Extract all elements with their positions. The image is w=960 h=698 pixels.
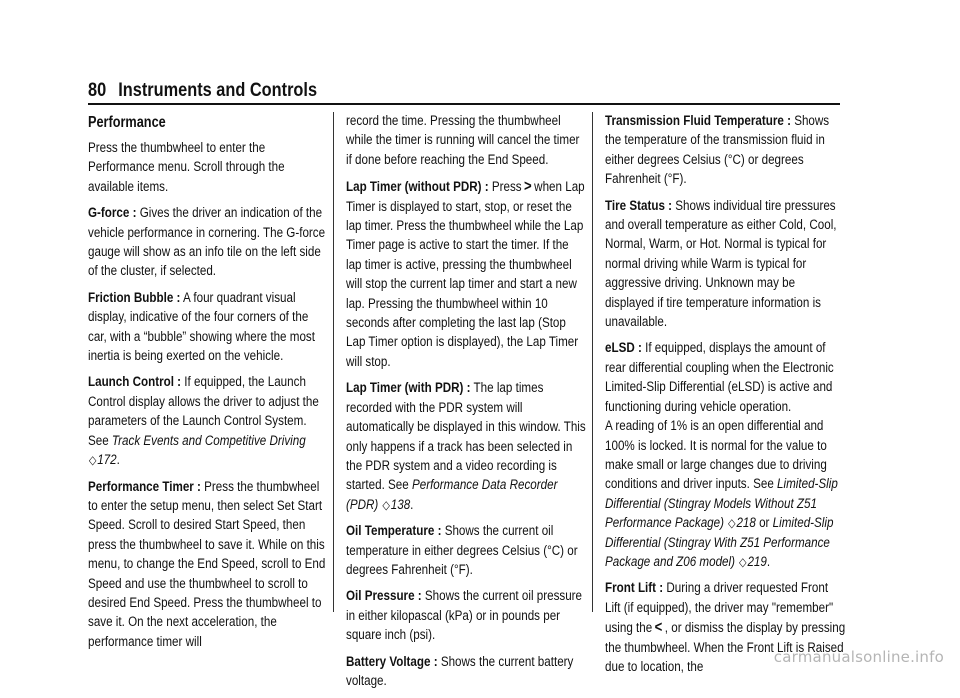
header-rule	[88, 103, 840, 105]
elsd-detail: A reading of 1% is an open differential and 100% is locked. It is normal for the value to make small or large changes due to driving conditions and driver inputs. See Limited-Slip Differential (Stingray Models Without Z51 Performance Package) ◇218 or Limited-Slip Differential (Stingray With Z51 Performance Package and Z06 model) ◇219.	[605, 418, 838, 570]
launch-control-entry: Launch Control : If equipped, the Launch Control display allows the driver to adjust the parameters of the Launch Control System. See Track Events and Competitive Driving ◇172.	[88, 374, 319, 469]
page-ref-icon: ◇	[382, 497, 390, 512]
column-divider	[592, 112, 593, 612]
column-3	[605, 112, 845, 684]
column-2	[346, 112, 586, 698]
page-ref-icon: ◇	[88, 453, 97, 468]
battery-voltage-entry: Battery Voltage : Shows the current battery voltage.	[346, 653, 574, 689]
watermark: carmanualsonline.info	[773, 648, 944, 666]
page-ref-icon: ◇	[728, 516, 736, 531]
page-ref-number[interactable]: 138	[390, 496, 411, 513]
oil-pressure-entry: Oil Pressure : Shows the current oil pressure in either kilopascal (kPa) or in pounds per square inch (psi).	[346, 588, 583, 644]
lsd-without-z51-link[interactable]: Limited-Slip Differential (Stingray Models Without Z51 Performance Package)	[605, 476, 838, 532]
lsd-with-z51-link[interactable]: Limited-Slip Differential (Stingray With Z51 Performance Package and Z06 model)	[605, 515, 834, 570]
friction-bubble-entry: Friction Bubble : A four quadrant visual display, indicative of the four corners of the car, with a “bubble” showing where the most inertia is being exerted on the vehicle.	[88, 289, 315, 365]
page-number: 80	[88, 80, 107, 101]
gforce-entry: G-force : Gives the driver an indication of the vehicle performance in cornering. The G-force gauge will show as an info tile on the left side of the cluster, if selected.	[88, 205, 326, 280]
page-ref-number[interactable]: 219	[747, 553, 767, 570]
section-title: Instruments and Controls	[118, 80, 318, 101]
column-divider	[333, 112, 334, 612]
transmission-temperature-entry: Transmission Fluid Temperature : Shows the temperature of the transmission fluid in either degrees Celsius (°C) or degrees Fahrenheit (°F).	[605, 113, 830, 188]
performance-heading: Performance	[88, 114, 166, 131]
tire-status-entry: Tire Status : Shows individual tire pressures and overall temperature as either Cold, Cool, Normal, Warm, or Hot. Normal is typical for normal driving while Warm is typical for aggressive driving. Unknown may be displayed if tire temperature information is unavailable.	[605, 197, 837, 331]
performance-intro: Press the thumbwheel to enter the Performance menu. Scroll through the available items.	[88, 140, 285, 195]
page-ref-number[interactable]: 172	[97, 452, 117, 469]
front-lift-entry: Front Lift : During a driver requested Front Lift (if equipped), the driver may "remember" using the < , or dismiss the display by pressing the thumbwheel. When the Front Lift is Raised due to location, the	[605, 580, 846, 675]
oil-temperature-entry: Oil Temperature : Shows the current oil temperature in either degrees Celsius (°C) or degrees Fahrenheit (°F).	[346, 523, 578, 578]
pdr-link[interactable]: Performance Data Recorder (PDR)	[346, 477, 558, 513]
performance-timer-continued: record the time. Pressing the thumbwheel while the timer is running will cancel the timer if done before reaching the End Speed.	[346, 113, 580, 168]
page-ref-icon: ◇	[739, 554, 747, 569]
chevron-left-icon: <	[654, 619, 663, 637]
lap-timer-no-pdr-entry: Lap Timer (without PDR) : Press > when Lap Timer is displayed to start, stop, or reset the lap timer. Press the thumbwheel while the Lap Timer page is active to start the timer. If the lap timer is active, pressing the thumbwheel will stop the current lap timer and start a new lap. Pressing the thumbwheel within 10 seconds after completing the last lap (Stop Lap Timer option is displayed), the Lap Timer will stop.	[346, 178, 585, 370]
page-ref-number[interactable]: 218	[736, 515, 756, 532]
chevron-right-icon: >	[524, 178, 532, 196]
column-1	[88, 112, 328, 659]
lap-timer-pdr-entry: Lap Timer (with PDR) : The lap times recorded with the PDR system will automatically be displayed in this window. This only happens if a track has been selected in the PDR system and a video recording is started. See Performance Data Recorder (PDR) ◇138.	[346, 380, 586, 513]
elsd-entry: eLSD : If equipped, displays the amount of rear differential coupling when the Electronic Limited-Slip Differential (eLSD) is active and functioning during vehicle operation.	[605, 340, 834, 415]
performance-timer-entry: Performance Timer : Press the thumbwheel to enter the setup menu, then select Set Start Speed. Scroll to desired Start Speed, then press the thumbwheel to save it. While on this menu, to change the End Speed, scroll to End Speed and use the thumbwheel to scroll to desired End Speed. Press the thumbwheel to save it. On the next acceleration, the performance timer will	[88, 478, 326, 650]
track-events-link[interactable]: Track Events and Competitive Driving	[111, 432, 306, 449]
